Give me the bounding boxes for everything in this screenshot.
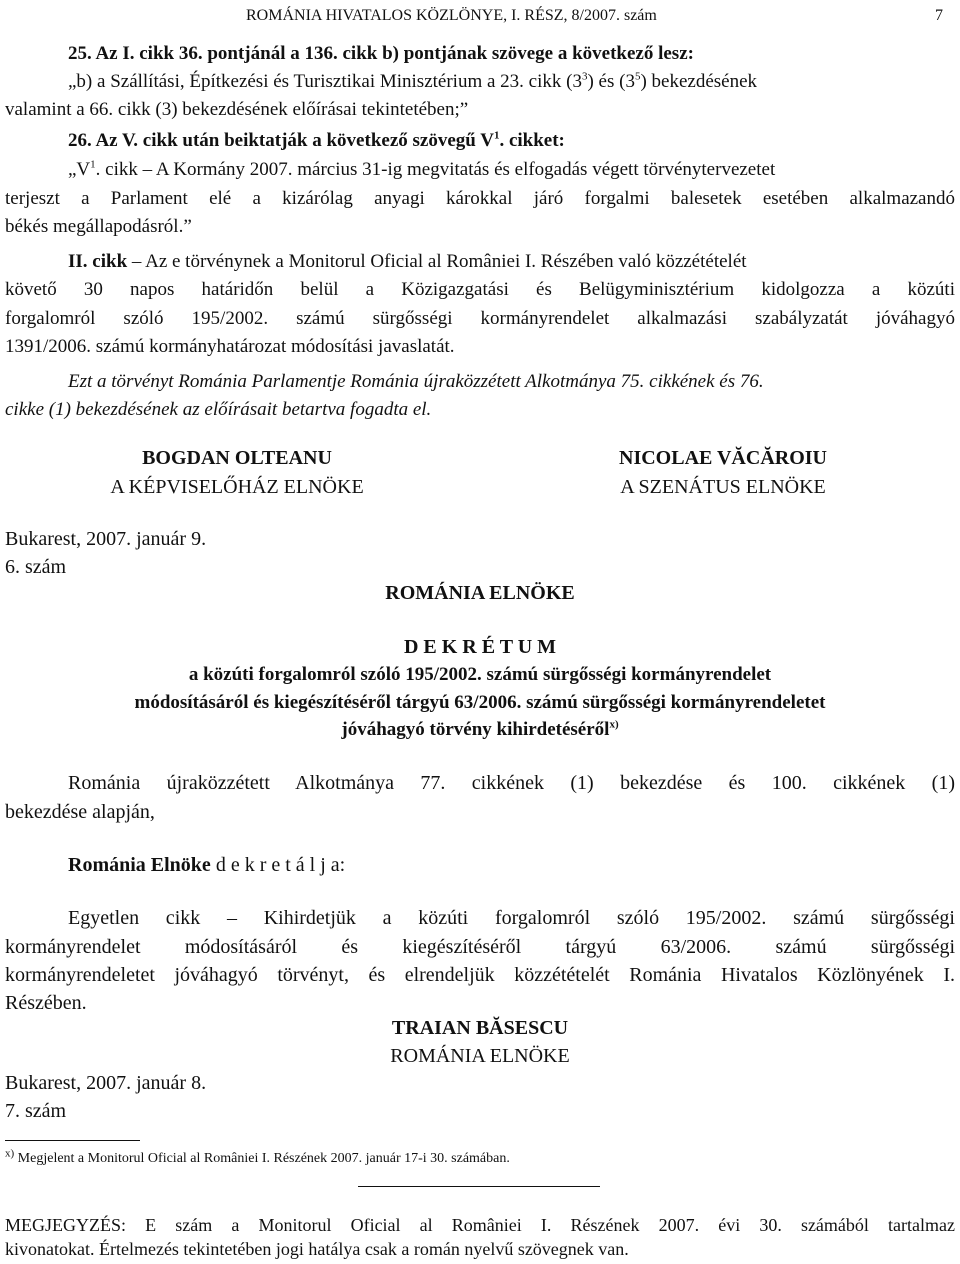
amendment-25-heading: 25. Az I. cikk 36. pontjánál a 136. cikk b) pontjának szövege a következő lesz: [68,43,694,64]
decree-formula: Románia Elnöke d e k r e t á l j a: [68,854,346,876]
single-article-line-4: Részében. [5,992,87,1014]
page-number: 7 [935,7,943,24]
note-line-1: MEGJEGYZÉS: E szám a Monitorul Oficial al României I. Részének 2007. évi 30. számából tartalmaz [5,1215,955,1235]
left-signatory-name: BOGDAN OLTEANU [142,447,332,469]
note-line-2: kivonatokat. Értelmezés tekintetében jogi hatálya csak a román nyelvű szövegnek van. [5,1239,629,1259]
right-signatory-name: NICOLAE VĂCĂROIU [619,447,827,469]
decree-basis-line-2: bekezdése alapján, [5,801,155,823]
article-2-line-2: követő 30 napos határidőn belül a Közigazgatási és Belügyminisztérium kidolgozza a közúti [5,279,955,300]
decree-subject-line-2: módosításáról és kiegészítéséről tárgyú 63/2006. számú sürgősségi kormányrendeletet [134,692,826,713]
president-title: ROMÁNIA ELNÖKE [390,1045,570,1067]
article-2-line-1: II. cikk – Az e törvénynek a Monitorul Oficial al României I. Részében való közzétételét [68,251,747,272]
running-title: ROMÁNIA HIVATALOS KÖZLÖNYE, I. RÉSZ, 8/2007. szám [246,7,657,24]
republication-line-1: Ezt a törvényt Románia Parlamentje Románia újraközzétett Alkotmánya 75. cikkének és 76. [68,371,764,392]
republication-line-2: cikke (1) bekezdésének az előírásait betartva fogadta el. [5,399,432,420]
decree-basis-line-1: Románia újraközzétett Alkotmánya 77. cikkének (1) bekezdése és 100. cikkének (1) [68,772,955,794]
decree-title: D E K R É T U M [403,636,557,658]
article-2-line-3: forgalomról szóló 195/2002. számú sürgősségi kormányrendelet alkalmazási szabályzatát jóváhagyó [5,308,955,329]
footnote: $^{x)}$ Megjelent a Monitorul Oficial al României I. Részének 2007. január 17-i 30. számában. [5,1147,510,1166]
amendment-26-heading: 26. Az V. cikk után beiktatják a következő szövegű $V^1$. cikket: [68,129,565,151]
law-number: 6. szám [5,556,67,578]
note-divider [358,1186,600,1187]
amendment-25-line-1: „b) a Szállítási, Építkezési és Turisztikai Minisztérium a 23. cikk $(3^3)$ és $(3^5)$ bekezdésének [68,70,758,92]
single-article-line-2: kormányrendelet módosításáról és kiegészítéséről tárgyú 63/2006. számú sürgősségi [5,936,955,958]
single-article-line-1: Egyetlen cikk – Kihirdetjük a közúti forgalomról szóló 195/2002. számú sürgősségi [68,907,955,929]
president-name: TRAIAN BĂSESCU [391,1017,569,1039]
decree-subject-line-1: a közúti forgalomról szóló 195/2002. számú sürgősségi kormányrendelet [188,664,772,685]
decree-place-date: Bukarest, 2007. január 8. [5,1072,207,1094]
amendment-26-line-1: $„V^1$. cikk – A Kormány 2007. március 31-ig megvitatás és elfogadás végett törvénytervezetet [68,158,776,180]
amendment-26-line-3: békés megállapodásról.” [5,216,192,237]
decree-number: 7. szám [5,1100,67,1122]
article-2-line-4: 1391/2006. számú kormányhatározat módosítási javaslatát. [5,336,455,357]
single-article-line-3: kormányrendeletet jóváhagyó törvényt, és elrendeljük közzétételét Románia Hivatalos Közlönyének I. [5,964,955,986]
decree-subject-line-3: jóváhagyó törvény kihirdetéséről$^{x)}$ [341,718,619,740]
decree-issuer: ROMÁNIA ELNÖKE [385,582,575,604]
left-signatory-title: A KÉPVISELŐHÁZ ELNÖKE [110,476,364,498]
amendment-26-line-2: terjeszt a Parlament elé a kizárólag anyagi károkkal járó forgalmi balesetek esetében alkalmazandó [5,188,955,209]
footnote-divider [5,1140,140,1141]
law-place-date: Bukarest, 2007. január 9. [5,528,207,550]
right-signatory-title: A SZENÁTUS ELNÖKE [620,476,826,498]
amendment-25-line-2: valamint a 66. cikk (3) bekezdésének előírásai tekintetében;” [5,99,469,120]
